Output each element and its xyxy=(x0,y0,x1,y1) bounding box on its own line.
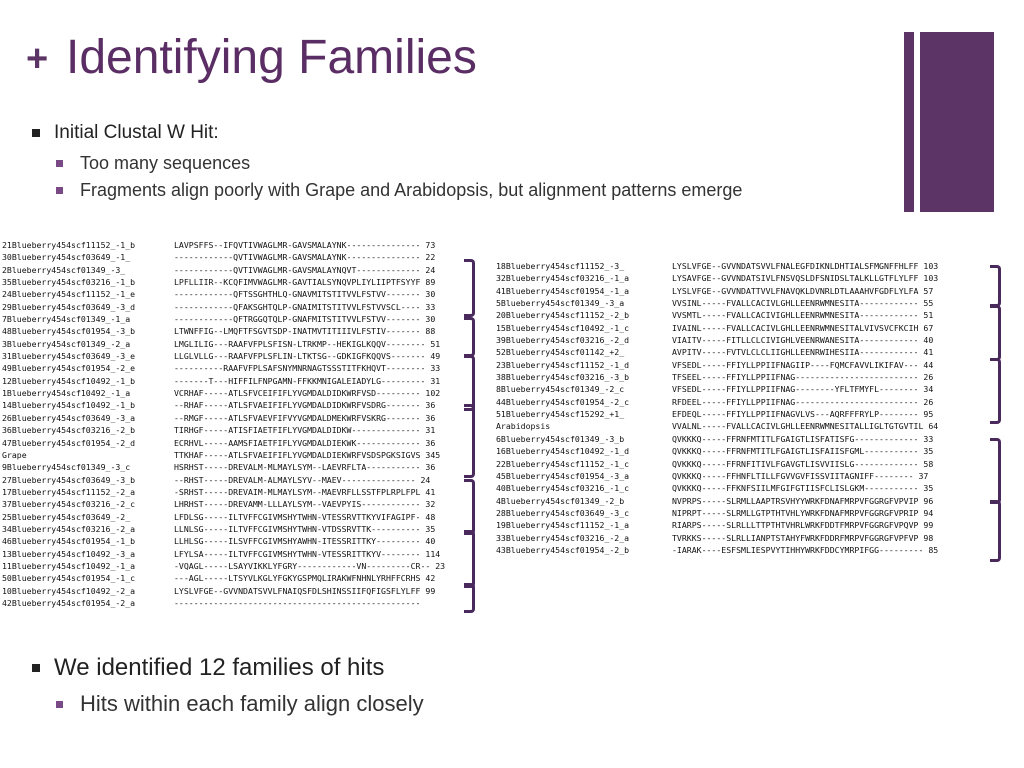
sequence-residues: -SRHST-----DREVAIM-MLMAYLSYM--MAEVRFLLSSTFPLRPLFPL 41 xyxy=(174,486,436,497)
sequence-name: 48Blueberry454scf01954_-3_b xyxy=(2,326,136,337)
alignment-row xyxy=(2,424,445,436)
sequence-name: 44Blueberry454scf01954_-2_c xyxy=(496,396,630,407)
sequence-residues: VVALNL-----FVALLCACIVLGHLLEENRWMNESITALLIGLTGTGVTIL 64 xyxy=(672,421,939,432)
alignment-row xyxy=(2,338,445,350)
sequence-residues: LYSLVFGE--GVVNDATSVVLFNALEGFDIKNLDHTIALSFMGNFFHLFF 103 xyxy=(672,261,939,271)
family-bracket xyxy=(464,404,475,478)
sequence-name: 12Blueberry454scf10492_-1_b xyxy=(2,375,136,386)
decorative-bar-thin xyxy=(904,32,914,212)
sequence-residues: ------------QVTIVWAGLMR-GAVSMALAYNQVT------------- 24 xyxy=(174,264,436,275)
sequence-residues: HSRHST-----DREVALM-MLMAYLSYM--LAEVRFLTA----------- 36 xyxy=(174,462,436,473)
sequence-residues: --RHST-----DREVALM-ALMAYLSYV--MAEV--------------- 24 xyxy=(174,474,431,485)
family-bracket xyxy=(990,265,1001,307)
alignment-row xyxy=(2,375,445,387)
sequence-residues: ------------QFTRGGQTQLP-GNAFMITSTITVVLFSTVV------- 30 xyxy=(174,314,436,325)
sequence-residues: ------------QFAKSGHTQLP-GNAIMITSTITVVLFSTVVSCL---- 33 xyxy=(174,301,436,312)
sequence-residues: ECRHVL-----AAMSFIAETFIFLYVGMDALDIEKWK------------- 36 xyxy=(174,437,436,448)
family-bracket xyxy=(990,438,1001,504)
sequence-residues: LAVPSFFS--IFQVTIVWAGLMR-GAVSMALAYNK--------------- 73 xyxy=(174,240,436,250)
top-bullet-list xyxy=(30,122,830,206)
sequence-name: 7Blueberry454scf01349_-1_a xyxy=(2,314,131,325)
family-bracket xyxy=(464,479,475,535)
alignment-row xyxy=(496,470,938,482)
sequence-name: 21Blueberry454scf11152_-1_b xyxy=(2,240,136,250)
slide-title: Identifying Families xyxy=(66,31,477,84)
alignment-row xyxy=(2,301,445,313)
sequence-residues: VCRHAF-----ATLSFVCEIFIFLYVGMDALDIDKWRFVSD--------- 102 xyxy=(174,388,441,399)
alignment-row xyxy=(2,498,445,510)
family-bracket xyxy=(990,500,1001,562)
family-bracket xyxy=(990,305,1001,361)
sequence-residues: LYSAVFGE--GVVNDATSIVLFNSVQSLDFSNIDSLTALKLLGTFLYLFF 103 xyxy=(672,273,939,284)
sequence-name: 42Blueberry454scf01954_-2_a xyxy=(2,597,136,608)
sequence-name: 27Blueberry454scf03649_-3_b xyxy=(2,474,136,485)
alignment-row xyxy=(496,532,938,544)
title-plus-icon: + xyxy=(26,38,49,80)
sequence-name: 38Blueberry454scf03216_-3_b xyxy=(496,372,630,383)
alignment-row xyxy=(496,334,938,346)
sequence-residues: -------------------------------------------------- xyxy=(174,597,421,608)
sequence-residues: TIRHGF-----ATISFIAETFIFLYVGMDALDIDKW-------------- 31 xyxy=(174,425,436,436)
alignment-row xyxy=(2,399,445,411)
sequence-residues: --RMGF-----ATLSFVAEVFIFVYVGMDALDMEKWRFVSKRG------- 36 xyxy=(174,412,436,423)
bullet-level2: Too many sequences xyxy=(30,152,830,174)
alignment-row xyxy=(2,325,445,337)
alignment-row xyxy=(496,309,938,321)
alignment-row xyxy=(2,387,445,399)
sequence-name: 1Blueberry454scf10492_-1_a xyxy=(2,388,131,399)
sequence-residues: TTKHAF-----ATLSFVAEIFIFLYVGMDALDIEKWRFVSDSPGKSIGVS 345 xyxy=(174,449,441,460)
sequence-name: 18Blueberry454scf11152_-3_ xyxy=(496,261,625,271)
bullet-level2: Fragments align poorly with Grape and Arabidopsis, but alignment patterns emerge xyxy=(30,179,830,201)
sequence-residues: LFDLSG-----ILTVFFCGIVMSHYTWHN-VTESSRVTTKYVIFAGIPF- 48 xyxy=(174,511,436,522)
alignment-row xyxy=(496,272,938,284)
alignment-row xyxy=(2,288,445,300)
sequence-residues: LTWNFFIG--LMQFTFSGVTSDP-INATMVTITIIIVLFSTIV------- 88 xyxy=(174,326,436,337)
sequence-name: Arabidopsis xyxy=(496,421,551,432)
family-bracket xyxy=(464,583,475,613)
alignment-row xyxy=(496,260,938,272)
sequence-name: 39Blueberry454scf03216_-2_d xyxy=(496,335,630,346)
alignment-row xyxy=(496,482,938,494)
sequence-residues: LFYLSA-----ILTVFFCGIVMSHYTWHN-VTESSRITTKYV-------- 114 xyxy=(174,548,441,559)
sequence-residues: LMGLILIG---RAAFVFPLSFISN-LTRKMP--HEKIGLKQQV-------- 51 xyxy=(174,338,441,349)
sequence-residues: ------------QVTIVWAGLMR-GAVSMALAYNK--------------- 22 xyxy=(174,252,436,263)
sequence-residues: -VQAGL-----LSAYVIKKLYFGRY------------VN---------CR-- 23 xyxy=(174,560,446,571)
sequence-name: 51Blueberry454scf15292_+1_ xyxy=(496,409,625,420)
alignment-row xyxy=(2,313,445,325)
alignment-row xyxy=(2,597,445,609)
bullet-level1: Initial Clustal W Hit: xyxy=(30,122,830,144)
alignment-row xyxy=(2,239,445,251)
sequence-residues: ----------RAAFVFPLSAFSNYMNRNAGTSSSTITFKHQVT-------- 33 xyxy=(174,363,441,374)
sequence-name: 26Blueberry454scf03649_-3_a xyxy=(2,412,136,423)
sequence-name: 46Blueberry454scf01954_-1_b xyxy=(2,536,136,547)
alignment-row xyxy=(2,486,445,498)
sequence-name: 3Blueberry454scf01349_-2_a xyxy=(2,338,131,349)
sequence-name: 9Blueberry454scf01349_-3_c xyxy=(2,462,131,473)
sequence-name: 36Blueberry454scf03216_-2_b xyxy=(2,425,136,436)
alignment-row xyxy=(496,396,938,408)
alignment-row xyxy=(496,544,938,556)
sequence-name: 16Blueberry454scf10492_-1_d xyxy=(496,446,630,457)
alignment-row xyxy=(496,445,938,457)
sequence-residues: VFSEDL-----FFIYLLPPIIFNAG--------YFLTFMYFL-------- 34 xyxy=(672,384,934,395)
alignment-row xyxy=(2,412,445,424)
sequence-residues: IVAINL-----FVALLCACIVLGHLLEENRWMNESITALVIVSVCFKCIH 67 xyxy=(672,322,934,333)
alignment-row xyxy=(496,346,938,358)
sequence-name: 31Blueberry454scf03649_-3_e xyxy=(2,351,136,362)
sequence-name: 43Blueberry454scf01954_-2_b xyxy=(496,544,630,555)
sequence-name: 49Blueberry454scf01954_-2_e xyxy=(2,363,136,374)
sequence-name: 52Blueberry454scf01142_+2_ xyxy=(496,347,625,358)
sequence-residues: TVRKKS-----SLRLLIANPTSTAHYFWRKFDDRFMRPVFGGRGFVPFVP 98 xyxy=(672,532,934,543)
sequence-residues: ------------QFTSSGHTHLQ-GNAVMITSTITVVLFSTVV------- 30 xyxy=(174,289,436,300)
sequence-name: 32Blueberry454scf03216_-1_a xyxy=(496,273,630,284)
alignment-row xyxy=(2,362,445,374)
alignment-row xyxy=(2,523,445,535)
sequence-name: 40Blueberry454scf03216_-1_c xyxy=(496,483,630,494)
alignment-row xyxy=(2,461,445,473)
sequence-residues: LLGLVLLG---RAAFVFPLSFLIN-LTKTSG--GDKIGFKQQVS------- 49 xyxy=(174,351,441,362)
sequence-residues: -IARAK----ESFSMLIESPVYTIHHYWRKFDDCYMRPIFGG--------- 85 xyxy=(672,544,939,555)
sequence-residues: RIARPS-----SLRLLLTTPTHTVHRLWRKFDDTFMRPVFGGRGFVPQVP 99 xyxy=(672,520,934,531)
sequence-name: 30Blueberry454scf03649_-1_ xyxy=(2,252,131,263)
sequence-residues: QVKKKQ-----FFHNFLTILLFGVVGVFISSVIITAGNIFF-------- 37 xyxy=(672,470,929,481)
sequence-residues: VIAITV-----FITLLCLCIVIGHLVEENRWANESITA------------ 40 xyxy=(672,335,934,346)
alignment-row xyxy=(496,420,938,432)
sequence-name: Grape xyxy=(2,449,27,460)
alignment-row xyxy=(496,359,938,371)
bullet-level2: Hits within each family align closely xyxy=(30,690,830,718)
sequence-residues: NVPRPS-----SLRMLLAAPTRSVHYYWRKFDNAFMRPVFGGRGFVPVIP 96 xyxy=(672,495,934,506)
sequence-residues: QVKKKQ-----FFKNFSIILMFGIFGTIISFCLISLGKM----------- 35 xyxy=(672,483,934,494)
decorative-bar-thick xyxy=(920,32,994,212)
alignment-row xyxy=(2,449,445,461)
alignment-row xyxy=(496,519,938,531)
sequence-name: 10Blueberry454scf10492_-2_a xyxy=(2,585,136,596)
sequence-residues: QVKKKQ-----FFRNFITIVLFGAVGTLISVVIISLG------------- 58 xyxy=(672,458,934,469)
alignment-row xyxy=(2,511,445,523)
sequence-name: 34Blueberry454scf03216_-2_a xyxy=(2,523,136,534)
alignment-row xyxy=(2,572,445,584)
sequence-name: 45Blueberry454scf01954_-3_a xyxy=(496,470,630,481)
family-bracket xyxy=(464,530,475,588)
alignment-row xyxy=(2,251,445,263)
sequence-residues: QVKKKQ-----FFRNFMTITLFGAIGTLISFATISFG------------- 33 xyxy=(672,433,934,444)
sequence-residues: VFSEDL-----FFIYLLPPIIFNAGIIP----FQMCFAVVLIKIFAV--- 44 xyxy=(672,359,934,370)
alignment-row xyxy=(496,433,938,445)
alignment-row xyxy=(496,297,938,309)
family-bracket xyxy=(464,317,475,357)
sequence-residues: LYSLVFGE--GVVNDATTVVLFNAVQKLDVNRLDTLAAAHVFGDFLYLFA 57 xyxy=(672,285,934,296)
sequence-name: 8Blueberry454scf01349_-2_c xyxy=(496,384,625,395)
alignment-row xyxy=(496,408,938,420)
alignment-row xyxy=(496,495,938,507)
sequence-name: 35Blueberry454scf03216_-1_b xyxy=(2,277,136,288)
alignment-row xyxy=(496,285,938,297)
sequence-name: 4Blueberry454scf01349_-2_b xyxy=(496,495,625,506)
sequence-name: 50Blueberry454scf01954_-1_c xyxy=(2,573,136,584)
family-bracket xyxy=(464,355,475,411)
alignment-row xyxy=(2,264,445,276)
family-bracket xyxy=(464,259,475,317)
alignment-row xyxy=(2,548,445,560)
alignment-row xyxy=(2,437,445,449)
sequence-name: 13Blueberry454scf10492_-3_a xyxy=(2,548,136,559)
sequence-residues: QVKKKQ-----FFRNFMTITLFGAIGTLISFAIISFGML----------- 35 xyxy=(672,446,934,457)
bottom-bullet-list xyxy=(30,654,830,723)
sequence-residues: TFSEEL-----FFIYLLPPIIFNAG------------------------- 26 xyxy=(672,372,934,383)
sequence-residues: LHRHST-----DREVAMM-LLLAYLSYM--VAEVPYIS------------ 32 xyxy=(174,499,436,510)
alignment-row xyxy=(2,560,445,572)
sequence-residues: -------T---HIFFILFNPGAMN-FFKKMNIGALEIADYLG--------- 31 xyxy=(174,375,441,386)
sequence-name: 2Blueberry454scf01349_-3_ xyxy=(2,264,126,275)
sequence-name: 29Blueberry454scf03649_-3_d xyxy=(2,301,136,312)
sequence-residues: AVPITV-----FVTVLCLCLIIGHLLEENRWIHESIIA------------ 41 xyxy=(672,347,934,358)
sequence-name: 22Blueberry454scf11152_-1_c xyxy=(496,458,630,469)
sequence-name: 24Blueberry454scf11152_-1_e xyxy=(2,289,136,300)
bullet-level1: We identified 12 families of hits xyxy=(30,654,830,682)
sequence-name: 19Blueberry454scf11152_-1_a xyxy=(496,520,630,531)
alignment-left-block xyxy=(2,239,445,609)
sequence-name: 15Blueberry454scf10492_-1_c xyxy=(496,322,630,333)
sequence-residues: LYSLVFGE--GVVNDATSVVLFNAIQSFDLSHINSSIIFQFIGSFLYLFF 99 xyxy=(174,585,436,596)
sequence-residues: LLHLSG-----ILSVFFCGIVMSHYAWHN-ITESSRITTKY--------- 40 xyxy=(174,536,436,547)
sequence-name: 28Blueberry454scf03649_-3_c xyxy=(496,507,630,518)
sequence-residues: ---AGL-----LTSYVLKGLYFGKYGSPMQLIRAKWFNHNLYRHFFCRHS 42 xyxy=(174,573,436,584)
family-bracket xyxy=(990,358,1001,424)
sequence-residues: --RHAF-----ATLSFVAEIFIFLYVGMDALDIDKWRFVSDRG------- 36 xyxy=(174,400,436,411)
sequence-name: 11Blueberry454scf10492_-1_a xyxy=(2,560,136,571)
sequence-residues: EFDEQL-----FFIYLLPPIIFNAGVLVS---AQRFFFRYLP-------- 95 xyxy=(672,409,934,420)
sequence-name: 17Blueberry454scf11152_-2_a xyxy=(2,486,136,497)
alignment-row xyxy=(496,458,938,470)
sequence-residues: VVSINL-----FVALLCACIVLGHLLEENRWMNESITA------------ 55 xyxy=(672,298,934,309)
sequence-name: 37Blueberry454scf03216_-2_c xyxy=(2,499,136,510)
sequence-residues: NIPRPT-----SLRMLLGTPTHTVHLYWRKFDNAFMRPVFGGRGFVPRIP 94 xyxy=(672,507,934,518)
alignment-row xyxy=(2,474,445,486)
sequence-name: 41Blueberry454scf01954_-1_a xyxy=(496,285,630,296)
alignment-row xyxy=(496,371,938,383)
alignment-right-block xyxy=(496,260,938,556)
alignment-row xyxy=(2,276,445,288)
alignment-row xyxy=(496,507,938,519)
alignment-row xyxy=(2,535,445,547)
alignment-row xyxy=(2,350,445,362)
alignment-row xyxy=(2,585,445,597)
sequence-name: 33Blueberry454scf03216_-2_a xyxy=(496,532,630,543)
sequence-residues: LLNLSG-----ILTVFFCGIVMSHYTWHN-VTDSSRVTTK---------- 35 xyxy=(174,523,436,534)
sequence-residues: VVSMTL-----FVALLCACIVIGHLLEENRWMNESITA------------ 51 xyxy=(672,310,934,321)
sequence-name: 23Blueberry454scf11152_-1_d xyxy=(496,359,630,370)
sequence-name: 5Blueberry454scf01349_-3_a xyxy=(496,298,625,309)
sequence-name: 25Blueberry454scf03649_-2_ xyxy=(2,511,131,522)
sequence-name: 47Blueberry454scf01954_-2_d xyxy=(2,437,136,448)
sequence-residues: LPFLLIIR--KCQFIMVWAGLMR-GAVTIALSYNQVPLIYLIIPTFSYYF 89 xyxy=(174,277,436,288)
sequence-name: 6Blueberry454scf01349_-3_b xyxy=(496,433,625,444)
sequence-name: 14Blueberry454scf10492_-1_b xyxy=(2,400,136,411)
alignment-row xyxy=(496,383,938,395)
sequence-residues: RFDEEL-----FFIYLLPPIIFNAG------------------------- 26 xyxy=(672,396,934,407)
sequence-name: 20Blueberry454scf11152_-2_b xyxy=(496,310,630,321)
alignment-row xyxy=(496,322,938,334)
